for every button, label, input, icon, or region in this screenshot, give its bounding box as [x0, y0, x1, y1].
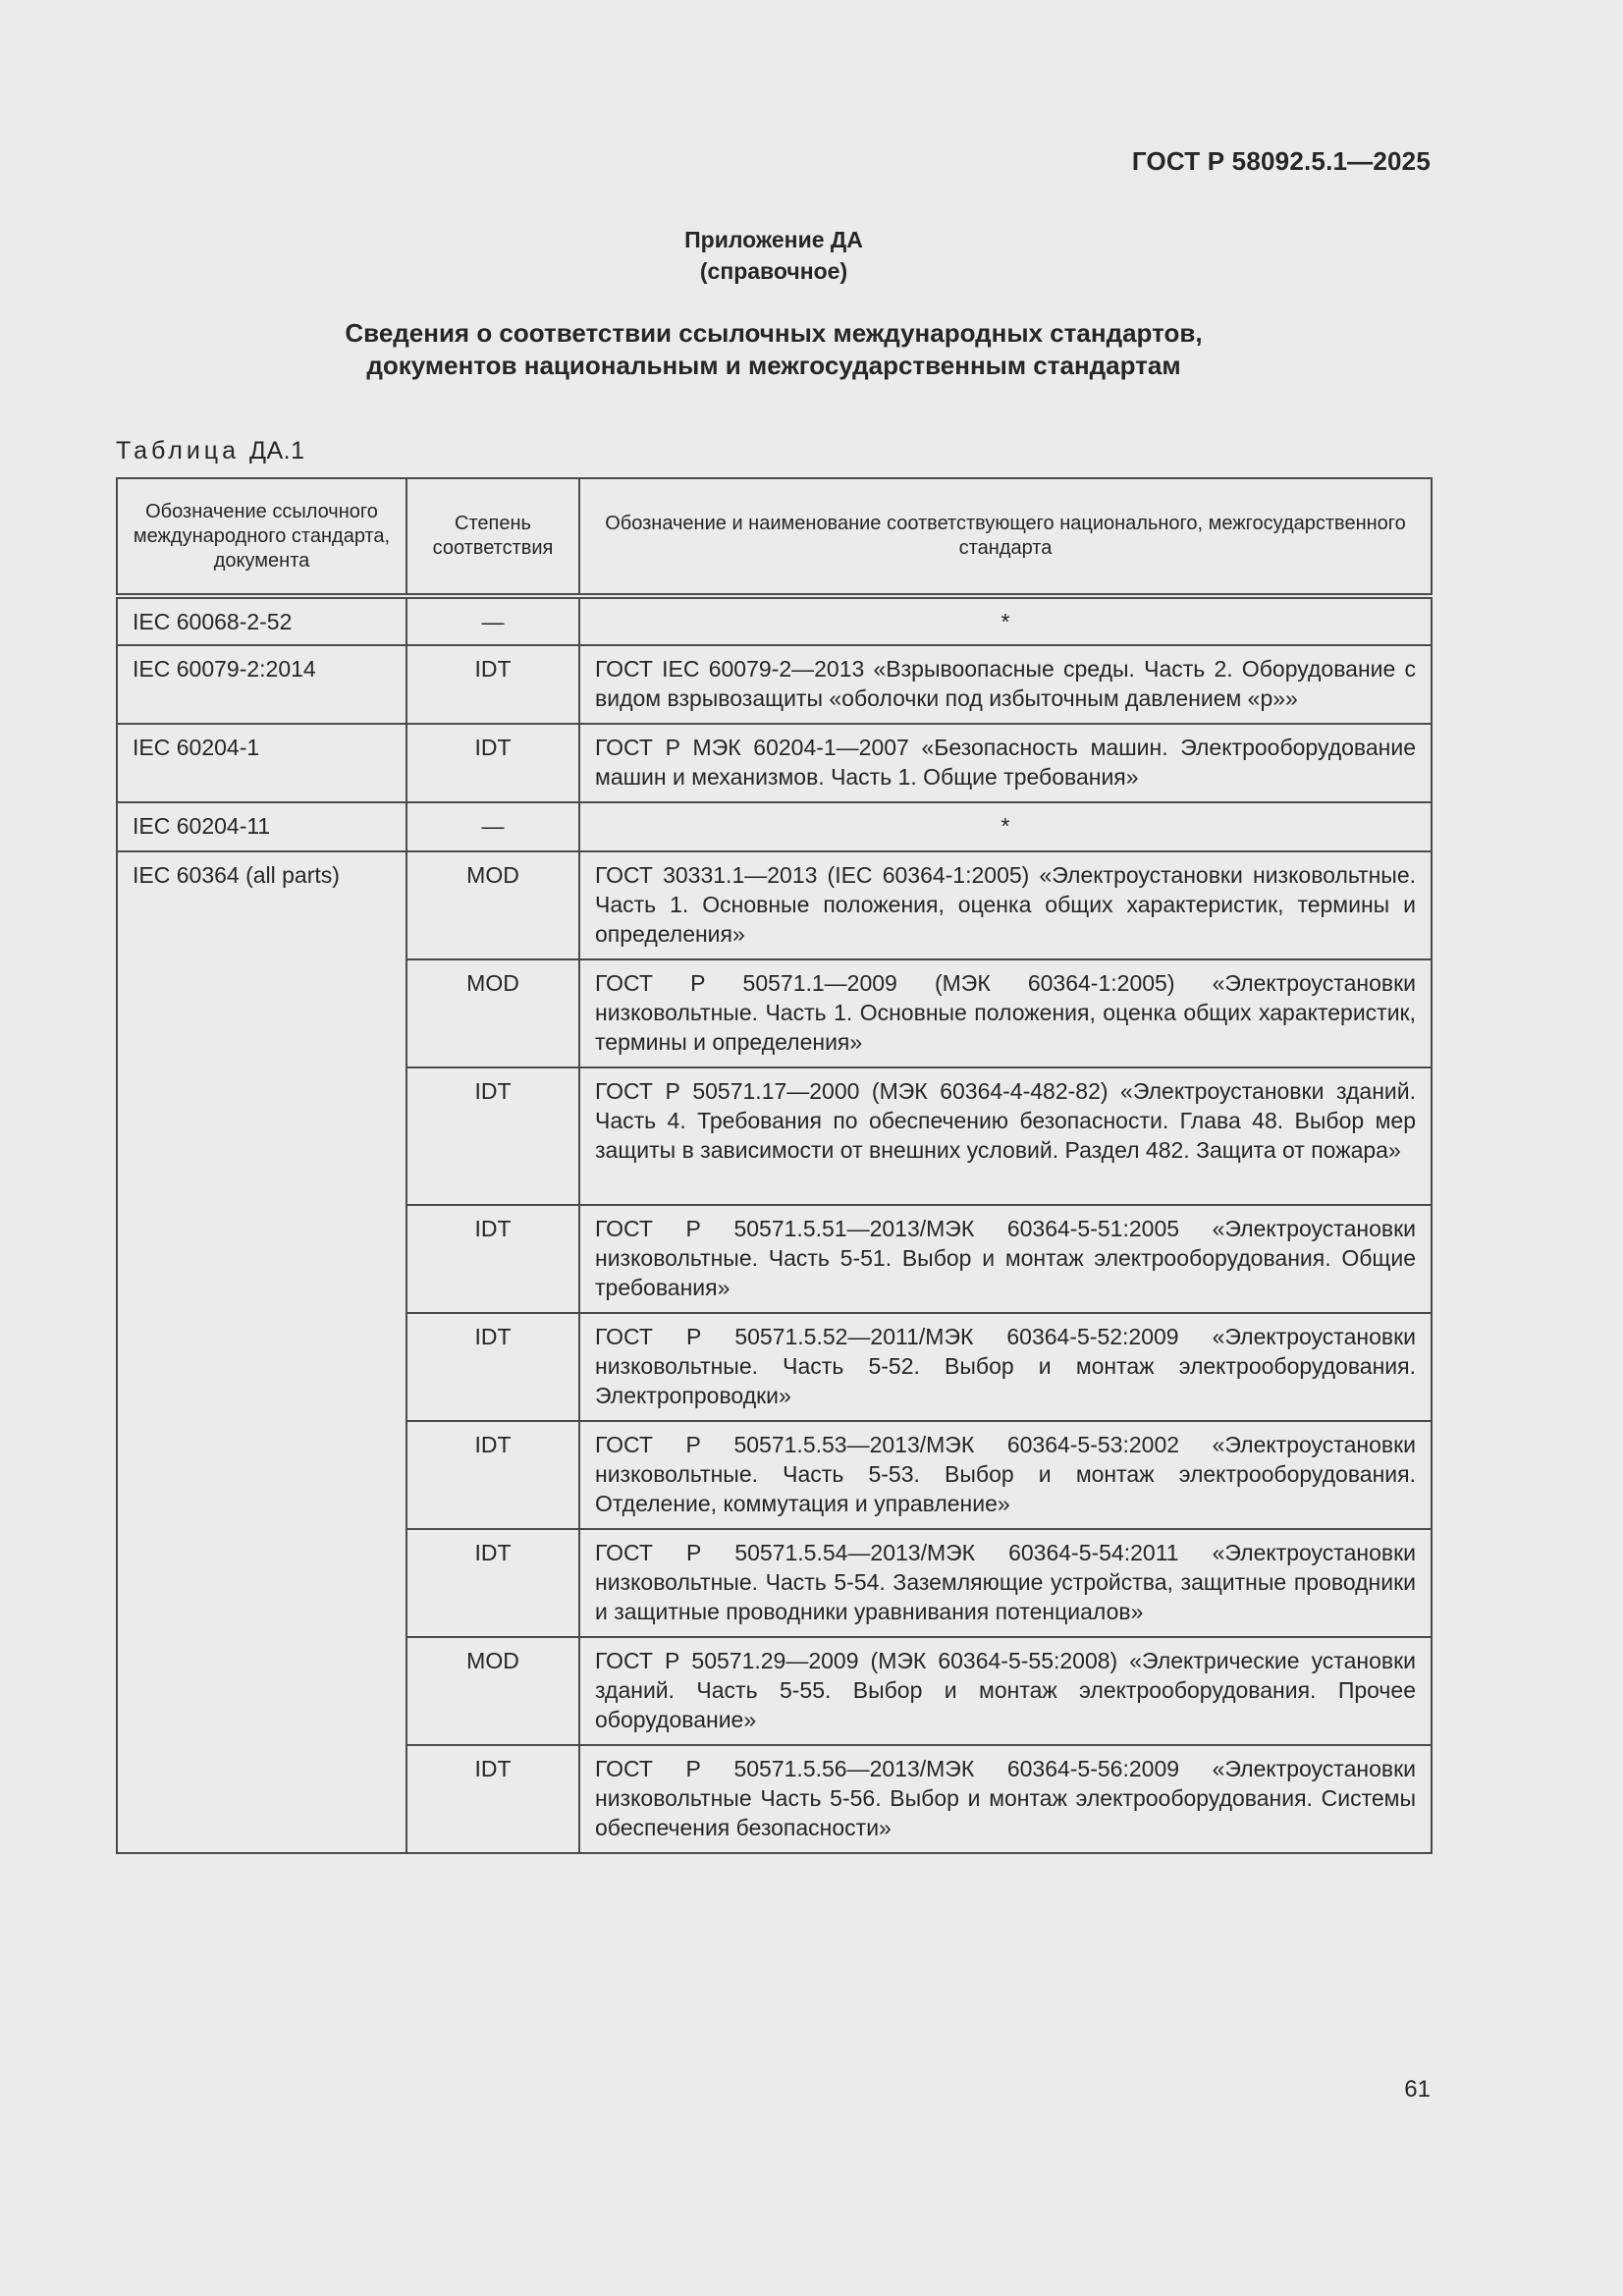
table-row [117, 596, 1432, 645]
standard-cell: * [579, 802, 1432, 851]
standard-cell: ГОСТ Р 50571.5.56—2013/МЭК 60364-5-56:2009 «Электроустановки низковольтные Часть 5-56. Выбор и монтаж электрооборудования. Системы обеспечения безопасности» [579, 1745, 1432, 1853]
table-caption-prefix: Таблица [116, 437, 241, 465]
table-row [117, 645, 1432, 724]
degree-cell: IDT [406, 1205, 579, 1313]
section-heading [0, 317, 1547, 382]
degree-cell: — [406, 802, 579, 851]
standard-cell: ГОСТ Р МЭК 60204-1—2007 «Безопасность машин. Электрооборудование машин и механизмов. Часть 1. Общие требования» [579, 724, 1432, 802]
table-row [117, 802, 1432, 851]
reference-table [116, 477, 1433, 1854]
standard-cell: * [579, 596, 1432, 645]
table-row [117, 851, 1432, 959]
reference-cell: IEC 60068-2-52 [117, 596, 406, 645]
degree-cell: IDT [406, 724, 579, 802]
degree-cell: — [406, 596, 579, 645]
column-header-reference: Обозначение ссылочного международного стандарта, документа [117, 478, 406, 596]
appendix-title: Приложение ДА [684, 227, 863, 252]
column-header-standard: Обозначение и наименование соответствующего национального, межгосударственного стандарта [579, 478, 1432, 596]
table-header-row [117, 478, 1432, 596]
degree-cell: IDT [406, 1313, 579, 1421]
standard-cell: ГОСТ Р 50571.1—2009 (МЭК 60364-1:2005) «Электроустановки низковольтные. Часть 1. Основные положения, оценка общих характеристик, термины и определения» [579, 959, 1432, 1067]
table-caption [116, 437, 305, 465]
section-heading-line: Сведения о соответствии ссылочных международных стандартов, [345, 318, 1203, 348]
reference-cell: IEC 60079-2:2014 [117, 645, 406, 724]
degree-cell: IDT [406, 1067, 579, 1205]
reference-cell: IEC 60204-1 [117, 724, 406, 802]
reference-cell: IEC 60204-11 [117, 802, 406, 851]
standard-cell: ГОСТ Р 50571.29—2009 (МЭК 60364-5-55:2008) «Электрические установки зданий. Часть 5-55. Выбор и монтаж электрооборудования. Прочее оборудование» [579, 1637, 1432, 1745]
standard-cell: ГОСТ Р 50571.17—2000 (МЭК 60364-4-482-82) «Электроустановки зданий. Часть 4. Требования по обеспечению безопасности. Глава 48. Выбор мер защиты в зависимости от внешних условий. Раздел 482. Защита от пожара» [579, 1067, 1432, 1205]
page-number: 61 [1404, 2076, 1431, 2103]
appendix-subtitle: (справочное) [699, 258, 848, 284]
section-heading-line: документов национальным и межгосударственным стандартам [366, 351, 1181, 380]
standard-cell: ГОСТ Р 50571.5.54—2013/МЭК 60364-5-54:2011 «Электроустановки низковольтные. Часть 5-54. Заземляющие устройства, защитные проводники и защитные проводники уравнивания потенциалов» [579, 1529, 1432, 1637]
standard-cell: ГОСТ Р 50571.5.51—2013/МЭК 60364-5-51:2005 «Электроустановки низковольтные. Часть 5-51. Выбор и монтаж электрооборудования. Общие требования» [579, 1205, 1432, 1313]
standard-cell: ГОСТ Р 50571.5.52—2011/МЭК 60364-5-52:2009 «Электроустановки низковольтные. Часть 5-52. Выбор и монтаж электрооборудования. Электропроводки» [579, 1313, 1432, 1421]
standard-cell: ГОСТ IEC 60079-2—2013 «Взрывоопасные среды. Часть 2. Оборудование с видом взрывозащиты «оболочки под избыточным давлением «р»» [579, 645, 1432, 724]
standard-cell: ГОСТ 30331.1—2013 (IEC 60364-1:2005) «Электроустановки низковольтные. Часть 1. Основные положения, оценка общих характеристик, термины и определения» [579, 851, 1432, 959]
reference-cell: IEC 60364 (all parts) [117, 851, 406, 1853]
table-row [117, 724, 1432, 802]
degree-cell: MOD [406, 959, 579, 1067]
degree-cell: MOD [406, 851, 579, 959]
document-code: ГОСТ Р 58092.5.1—2025 [1131, 146, 1431, 176]
degree-cell: IDT [406, 1529, 579, 1637]
column-header-degree: Степень соответствия [406, 478, 579, 596]
degree-cell: IDT [406, 645, 579, 724]
standard-cell: ГОСТ Р 50571.5.53—2013/МЭК 60364-5-53:2002 «Электроустановки низковольтные. Часть 5-53. Выбор и монтаж электрооборудования. Отделение, коммутация и управление» [579, 1421, 1432, 1529]
degree-cell: IDT [406, 1745, 579, 1853]
degree-cell: IDT [406, 1421, 579, 1529]
degree-cell: MOD [406, 1637, 579, 1745]
table-caption-number: ДА.1 [249, 437, 305, 465]
